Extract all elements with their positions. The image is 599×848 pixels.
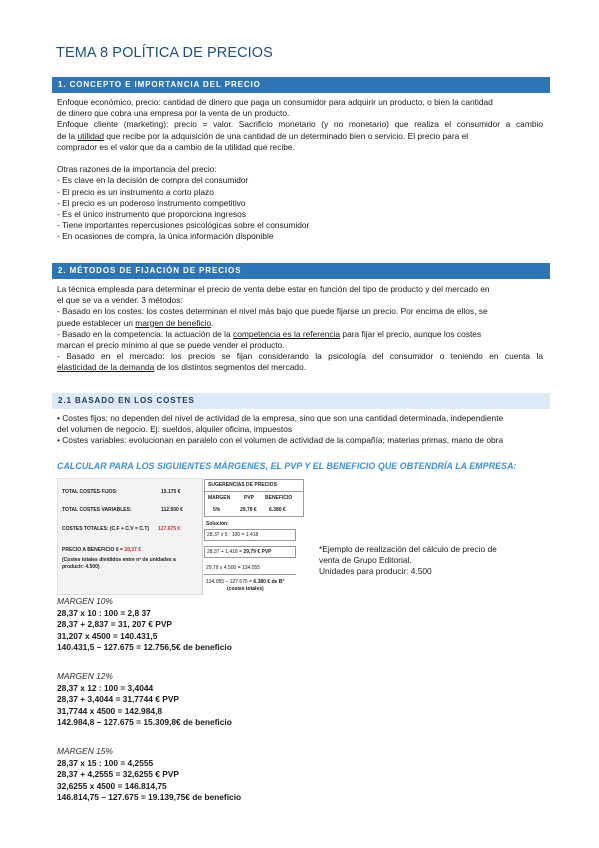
units-note-2: producir: 4.500) bbox=[62, 564, 100, 570]
col-beneficio: BENEFICIO bbox=[265, 495, 293, 501]
paragraph-line: Enfoque cliente (marketing): precio = valor. Sacrificio monetario (y no monetario) que realiza el consumidor a cambio bbox=[57, 119, 543, 130]
text-fragment: de los distintos segmentos del mercado. bbox=[156, 362, 307, 373]
suggestions-title: SUGERENCIAS DE PRECIOS bbox=[208, 482, 277, 488]
paragraph-line bbox=[57, 329, 543, 340]
calc-heading: CALCULAR PARA LOS SIGUIENTES MÁRGENES, EL PVP Y EL BENEFICIO QUE OBTENDRÍA LA EMPRESA: bbox=[57, 461, 517, 471]
calc-line: 28,37 + 3,4044 = 31,7744 € PVP bbox=[57, 694, 180, 705]
bullet-line: • Costes fijos: no dependen del nivel de actividad de la empresa, sino que son una cantidad determinada, independiente bbox=[57, 413, 504, 423]
page-title: TEMA 8 POLÍTICA DE PRECIOS bbox=[56, 45, 273, 61]
calc-line: 28,37 x 12 : 100 = 3,4044 bbox=[57, 682, 154, 693]
fixed-costs-label: TOTAL COSTES FIJOS: bbox=[62, 489, 118, 495]
solution-step-box bbox=[204, 546, 296, 558]
section-1-body bbox=[57, 97, 543, 243]
calc-line: 28,37 + 2,837 = 31, 207 € PVP bbox=[57, 619, 173, 630]
underlined-term: utilidad bbox=[77, 130, 105, 141]
paragraph-line: comprador es el valor que da a cambio de la utilidad que recibe. bbox=[57, 141, 295, 152]
list-item: - En ocasiones de compra, la única información disponible bbox=[57, 231, 274, 242]
text-fragment: 134.055 – 127.675 = bbox=[206, 579, 253, 585]
profit-result: 6.380 € de B° bbox=[253, 579, 285, 585]
paragraph-line: de dinero que cobra una empresa por la venta de un producto. bbox=[57, 108, 290, 119]
underlined-term: elasticidad de la demanda bbox=[57, 362, 155, 373]
section-2-1-body bbox=[57, 413, 543, 447]
total-costs-value: 127.675 € bbox=[158, 526, 181, 532]
text-fragment: para fijar el precio, aunque los costes bbox=[342, 328, 482, 339]
solution-step-box bbox=[204, 563, 296, 575]
paragraph-line: - Basado en el mercado: los precios se fijan considerando la psicología del consumidor o teniendo en cuenta la bbox=[57, 351, 543, 362]
solution-step-2 bbox=[207, 549, 272, 556]
paragraph-line-utilidad bbox=[57, 131, 543, 142]
paragraph-line bbox=[57, 362, 543, 373]
calc-line: 28,37 x 15 : 100 = 4,2555 bbox=[57, 757, 154, 768]
margin-title: MARGEN 12% bbox=[57, 671, 113, 681]
calc-line: 140.431,5 – 127.675 = 12.756,5€ de beneficio bbox=[57, 642, 232, 653]
divider bbox=[205, 491, 303, 492]
suggestions-box bbox=[204, 479, 304, 517]
calc-line: 31,7744 x 4500 = 142.984,8 bbox=[57, 705, 163, 716]
text-fragment: 28,37 + 1,418 = bbox=[207, 549, 243, 555]
bullet-line: del volumen de negocio. Ej: sueldos, alquiler oficina, impuestos bbox=[57, 424, 293, 435]
underlined-term: margen de beneficio bbox=[135, 317, 212, 328]
paragraph-line bbox=[57, 318, 543, 329]
list-item: - El precio es un poderoso instrumento competitivo bbox=[57, 197, 246, 208]
paragraph-line: La técnica empleada para determinar el precio de venta debe estar en función del tipo de producto y del mercado en bbox=[57, 284, 490, 294]
row-margen: 5% bbox=[213, 507, 221, 513]
solution-step-1: 28,37 x 5 : 100 = 1,418 bbox=[207, 532, 259, 538]
paragraph-line: Enfoque económico, precio: cantidad de dinero que paga un consumidor para adquirir un producto, o bien la cantidad bbox=[57, 97, 493, 107]
solution-step-box bbox=[204, 529, 296, 541]
paragraph-line: - Basado en los costes: los costes determinan el nivel más bajo que puede fijarse un precio. Por encima de ellos, se bbox=[57, 306, 488, 317]
row-beneficio: 6.380 € bbox=[269, 507, 286, 513]
calc-line: 146.814,75 – 127.675 = 19.139,75€ de beneficio bbox=[57, 792, 242, 803]
calc-line: 28,37 x 10 : 100 = 2,8 37 bbox=[57, 607, 151, 618]
calc-line: 32,6255 x 4500 = 146.814,75 bbox=[57, 780, 167, 791]
variable-costs-value: 112.500 € bbox=[161, 507, 183, 513]
break-even-value: 28,37 € bbox=[124, 547, 141, 553]
text-fragment: . bbox=[211, 317, 214, 328]
margin-15-block bbox=[57, 746, 241, 804]
list-item: - Tiene importantes repercusiones psicológicas sobre el consumidor bbox=[57, 220, 310, 231]
solution-step-5: (costes totales) bbox=[227, 586, 264, 592]
list-item: - El precio es un instrumento a corto plazo bbox=[57, 186, 214, 197]
calc-line: 31,207 x 4500 = 140.431,5 bbox=[57, 630, 158, 641]
caption-line: Unidades para producir: 4.500 bbox=[319, 566, 432, 577]
break-even-price bbox=[62, 547, 141, 554]
calc-line: 142.984,8 – 127.675 = 15.309,8€ de beneficio bbox=[57, 717, 232, 728]
variable-costs-label: TOTAL COSTES VARIABLES: bbox=[62, 507, 132, 513]
total-costs-label: COSTES TOTALES: (C.F + C.V = C.T) bbox=[62, 526, 150, 532]
section-2-1-heading: 2.1 BASADO EN LOS COSTES bbox=[52, 393, 550, 409]
pvp-result: 29,79 € PVP bbox=[243, 549, 272, 555]
col-pvp: PVP bbox=[244, 495, 255, 501]
list-item: - Es clave en la decisión de compra del consumidor bbox=[57, 175, 249, 186]
caption-line: *Ejemplo de realización del cálculo de precio de bbox=[319, 544, 497, 554]
figure-caption bbox=[319, 544, 497, 578]
text-fragment: que recibe por la adquisición de una cantidad de un determinado bien o servicio. El precio para el bbox=[106, 130, 469, 141]
fixed-costs-value: 15.175 € bbox=[161, 489, 181, 495]
margin-title: MARGEN 15% bbox=[57, 746, 113, 756]
margin-title: MARGEN 10% bbox=[57, 596, 113, 606]
row-pvp: 29,79 € bbox=[240, 507, 257, 513]
margin-12-block bbox=[57, 671, 232, 729]
spacer-line bbox=[57, 153, 543, 164]
reasons-title: Otras razones de la importancia del precio: bbox=[57, 164, 217, 175]
solution-step-4 bbox=[206, 579, 284, 586]
solution-step-3: 29,79 x 4.500 = 134.055 bbox=[206, 565, 261, 571]
bullet-line: • Costes variables: evolucionan en paralelo con el volumen de actividad de la compañía; materias primas, mano de obra bbox=[57, 435, 504, 446]
underlined-term: competencia es la referencia bbox=[233, 328, 341, 339]
calc-line: 28,37 + 4,2555 = 32,6255 € PVP bbox=[57, 769, 180, 780]
cost-summary-figure bbox=[57, 478, 203, 595]
text-fragment: puede establecer un bbox=[57, 317, 133, 328]
units-note-1: (Costes totales divididos entre nº de unidades a bbox=[62, 557, 176, 563]
break-even-label: PRECIO A BENEFICIO 0 = bbox=[62, 547, 123, 553]
price-suggestions-figure bbox=[202, 478, 304, 595]
solution-label: Solución: bbox=[206, 521, 229, 527]
paragraph-line: marcan el precio mínimo al que se puede vender el producto. bbox=[57, 340, 285, 351]
section-2-body bbox=[57, 284, 543, 374]
margin-10-block bbox=[57, 596, 232, 654]
paragraph-line: el que se va a vender. 3 métodos: bbox=[57, 295, 183, 306]
caption-line: venta de Grupo Editorial. bbox=[319, 555, 412, 566]
section-1-heading: 1. CONCEPTO E IMPORTANCIA DEL PRECIO bbox=[52, 77, 550, 93]
list-item: - Es el único instrumento que proporciona ingresos bbox=[57, 209, 247, 220]
section-2-heading: 2. MÉTODOS DE FIJACIÓN DE PRECIOS bbox=[52, 263, 550, 279]
text-fragment: de la bbox=[57, 130, 76, 141]
text-fragment: - Basado en la competencia: la actuación de la bbox=[57, 328, 231, 339]
col-margen: MARGEN bbox=[208, 495, 231, 501]
